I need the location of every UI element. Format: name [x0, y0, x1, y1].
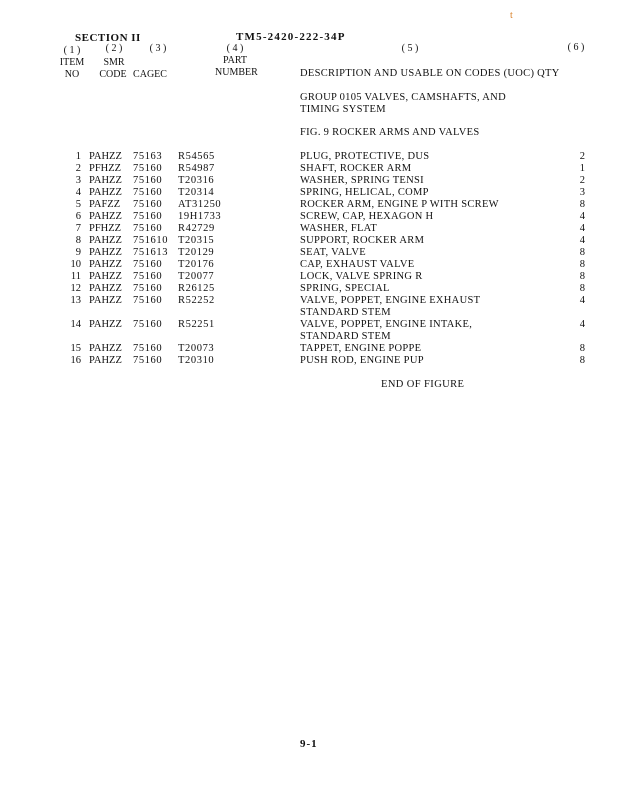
table-row: [0, 175, 617, 187]
item-number: 10: [70, 259, 81, 270]
table-row: [0, 235, 617, 247]
quantity: 8: [579, 283, 585, 294]
col3-label: CAGEC: [133, 69, 167, 80]
col2-header: [98, 43, 130, 69]
part-number: T20315: [178, 235, 215, 246]
description: SCREW, CAP, HEXAGON H: [300, 211, 434, 222]
part-number: R26125: [178, 283, 215, 294]
quantity: 8: [579, 247, 585, 258]
table-row: [0, 343, 617, 355]
item-number: 15: [70, 343, 81, 354]
col1-header: [56, 45, 88, 81]
col6-number: ( 6 ): [567, 42, 585, 53]
part-number: T20073: [178, 343, 215, 354]
part-number: T20316: [178, 175, 215, 186]
col3-number: ( 3 ): [149, 43, 167, 54]
table-row: [0, 151, 617, 163]
description: TAPPET, ENGINE POPPE: [300, 343, 422, 354]
col5-number: ( 5 ): [401, 43, 419, 54]
smr-code: PAHZZ: [89, 247, 122, 258]
cage-code: 75160: [133, 355, 163, 366]
description: SPRING, SPECIAL: [300, 283, 390, 294]
cage-code: 75160: [133, 223, 163, 234]
cage-code: 75160: [133, 343, 163, 354]
table-row: [0, 247, 617, 259]
description: VALVE, POPPET, ENGINE EXHAUST: [300, 295, 481, 306]
table-row: [0, 355, 617, 367]
quantity: 8: [579, 199, 585, 210]
smr-code: PFHZZ: [89, 223, 122, 234]
description-continued: STANDARD STEM: [300, 331, 391, 342]
description: LOCK, VALVE SPRING R: [300, 271, 423, 282]
table-row: [0, 163, 617, 175]
smr-code: PAHZZ: [89, 151, 122, 162]
part-number: R52252: [178, 295, 215, 306]
part-number: T20129: [178, 247, 215, 258]
table-row: [0, 295, 617, 318]
cage-code: 75160: [133, 199, 163, 210]
table-row: [0, 259, 617, 271]
cage-code: 75160: [133, 319, 163, 330]
col4-number: ( 4 ): [226, 43, 244, 54]
smr-code: PAHZZ: [89, 211, 122, 222]
item-number: 1: [75, 151, 81, 162]
item-number: 3: [75, 175, 81, 186]
quantity: 1: [579, 163, 585, 174]
quantity: 8: [579, 355, 585, 366]
smr-code: PAFZZ: [89, 199, 121, 210]
part-number: T20310: [178, 355, 215, 366]
col4-header: [215, 43, 258, 79]
corner-mark: t: [510, 10, 513, 21]
cage-code: 75160: [133, 163, 163, 174]
item-number: 16: [70, 355, 81, 366]
table-row: [0, 211, 617, 223]
col4-label-1: PART: [222, 55, 248, 66]
description: SHAFT, ROCKER ARM: [300, 163, 412, 174]
table-row: [0, 271, 617, 283]
description-continued: STANDARD STEM: [300, 307, 391, 318]
item-number: 9: [75, 247, 81, 258]
description: WASHER, SPRING TENSI: [300, 175, 424, 186]
col2-label-1: SMR: [103, 57, 125, 68]
table-row: [0, 223, 617, 235]
item-number: 4: [75, 187, 81, 198]
col4-label-2: NUMBER: [215, 67, 258, 78]
part-number: R54987: [178, 163, 215, 174]
item-number: 13: [70, 295, 81, 306]
group-title-line-1: GROUP 0105 VALVES, CAMSHAFTS, AND: [300, 92, 506, 103]
description: CAP, EXHAUST VALVE: [300, 259, 415, 270]
cage-code: 75163: [133, 151, 163, 162]
description: SUPPORT, ROCKER ARM: [300, 235, 425, 246]
cage-code: 751613: [133, 247, 169, 258]
group-title-line-2: TIMING SYSTEM: [300, 104, 386, 115]
description-header: DESCRIPTION AND USABLE ON CODES (UOC) QTY: [300, 68, 560, 79]
item-number: 5: [75, 199, 81, 210]
item-number: 14: [70, 319, 81, 330]
cage-code: 75160: [133, 211, 163, 222]
description: SPRING, HELICAL, COMP: [300, 187, 429, 198]
part-number: T20314: [178, 187, 215, 198]
quantity: 4: [579, 295, 585, 306]
section-label: SECTION II: [75, 32, 141, 44]
description: WASHER, FLAT: [300, 223, 378, 234]
cage-code: 751610: [133, 235, 169, 246]
smr-code: PAHZZ: [89, 271, 122, 282]
cage-code: 75160: [133, 283, 163, 294]
page-number: 9-1: [300, 738, 318, 750]
item-number: 11: [70, 271, 81, 282]
smr-code: PAHZZ: [89, 343, 122, 354]
figure-title: FIG. 9 ROCKER ARMS AND VALVES: [300, 127, 480, 138]
quantity: 2: [579, 151, 585, 162]
part-number: R52251: [178, 319, 215, 330]
smr-code: PFHZZ: [89, 163, 122, 174]
table-row: [0, 283, 617, 295]
description: SEAT, VALVE: [300, 247, 366, 258]
group-title: [300, 92, 506, 116]
quantity: 4: [579, 319, 585, 330]
end-of-figure: END OF FIGURE: [381, 379, 465, 390]
item-number: 12: [70, 283, 81, 294]
smr-code: PAHZZ: [89, 235, 122, 246]
part-number: R54565: [178, 151, 215, 162]
cage-code: 75160: [133, 259, 163, 270]
part-number: AT31250: [178, 199, 222, 210]
quantity: 2: [579, 175, 585, 186]
tm-number: TM5-2420-222-34P: [236, 31, 346, 43]
item-number: 6: [75, 211, 81, 222]
smr-code: PAHZZ: [89, 283, 122, 294]
quantity: 3: [579, 187, 585, 198]
quantity: 8: [579, 271, 585, 282]
smr-code: PAHZZ: [89, 355, 122, 366]
cage-code: 75160: [133, 295, 163, 306]
quantity: 4: [579, 223, 585, 234]
smr-code: PAHZZ: [89, 187, 122, 198]
part-number: R42729: [178, 223, 215, 234]
description: VALVE, POPPET, ENGINE INTAKE,: [300, 319, 473, 330]
quantity: 8: [579, 259, 585, 270]
table-row: [0, 319, 617, 342]
smr-code: PAHZZ: [89, 319, 122, 330]
quantity: 4: [579, 235, 585, 246]
smr-code: PAHZZ: [89, 259, 122, 270]
part-number: 19H1733: [178, 211, 222, 222]
quantity: 4: [579, 211, 585, 222]
quantity: 8: [579, 343, 585, 354]
table-row: [0, 187, 617, 199]
description: ROCKER ARM, ENGINE P WITH SCREW: [300, 199, 499, 210]
col2-label-2: CODE: [99, 69, 127, 80]
col1-label-1: ITEM: [59, 57, 85, 68]
item-number: 8: [75, 235, 81, 246]
smr-code: PAHZZ: [89, 295, 122, 306]
col1-number: ( 1 ): [63, 45, 81, 56]
item-number: 7: [75, 223, 81, 234]
part-number: T20077: [178, 271, 215, 282]
cage-code: 75160: [133, 271, 163, 282]
part-number: T20176: [178, 259, 215, 270]
col2-number: ( 2 ): [105, 43, 123, 54]
cage-code: 75160: [133, 187, 163, 198]
item-number: 2: [75, 163, 81, 174]
col1-label-2: NO: [64, 69, 80, 80]
table-row: [0, 199, 617, 211]
description: PLUG, PROTECTIVE, DUS: [300, 151, 430, 162]
description: PUSH ROD, ENGINE PUP: [300, 355, 424, 366]
cage-code: 75160: [133, 175, 163, 186]
smr-code: PAHZZ: [89, 175, 122, 186]
